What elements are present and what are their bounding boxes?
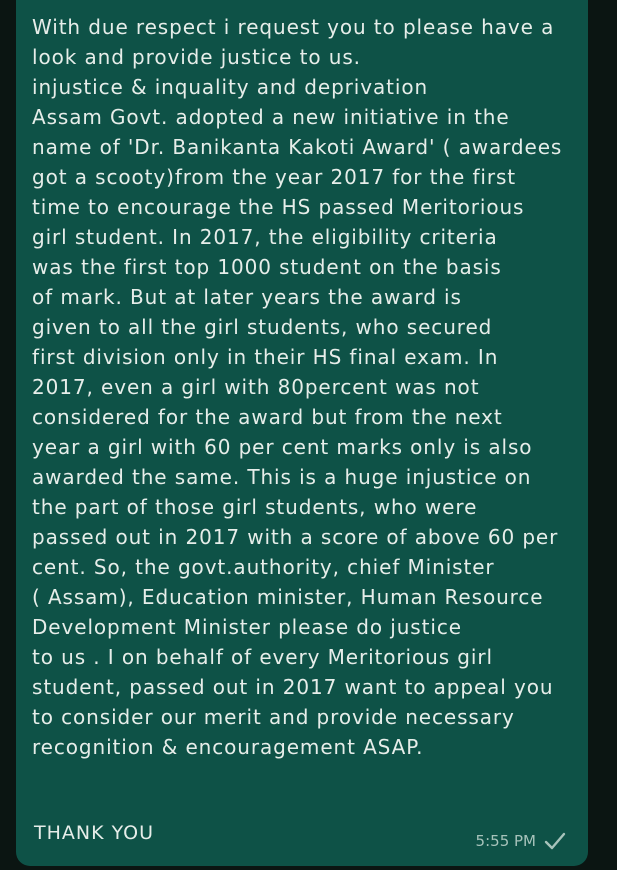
message-signoff: THANK YOU (34, 822, 155, 844)
message-bubble[interactable] (16, 0, 588, 866)
message-text: With due respect i request you to please have a look and provide justice to us. injustice & inquality and deprivation Assam Govt. adopted a new initiative in the name of 'Dr. Banikanta Kakoti Award' ( awardees got a scooty)from the year 2017 for the first time to encourage the HS passed Meritorious girl student. In 2017, the eligibility criteria was the first top 1000 student on the basis of mark. But at later years the award is given to all the girl students, who secured first division only in their HS final exam. In 2017, even a girl with 80percent was not considered for the award but from the next year a girl with 60 per cent marks only is also awarded the same. This is a huge injustice on the part of those girl students, who were passed out in 2017 with a score of above 60 per cent. So, the govt.authority, chief Minister ( Assam), Education minister, Human Resource Development Minister please do justice to us . I on behalf of every Meritorious girl student, passed out in 2017 want to appeal you to consider our merit and provide necessary recognition & encouragement ASAP. (32, 15, 563, 759)
single-check-icon (544, 832, 566, 850)
message-meta (476, 832, 566, 850)
message-time: 5:55 PM (475, 832, 536, 850)
